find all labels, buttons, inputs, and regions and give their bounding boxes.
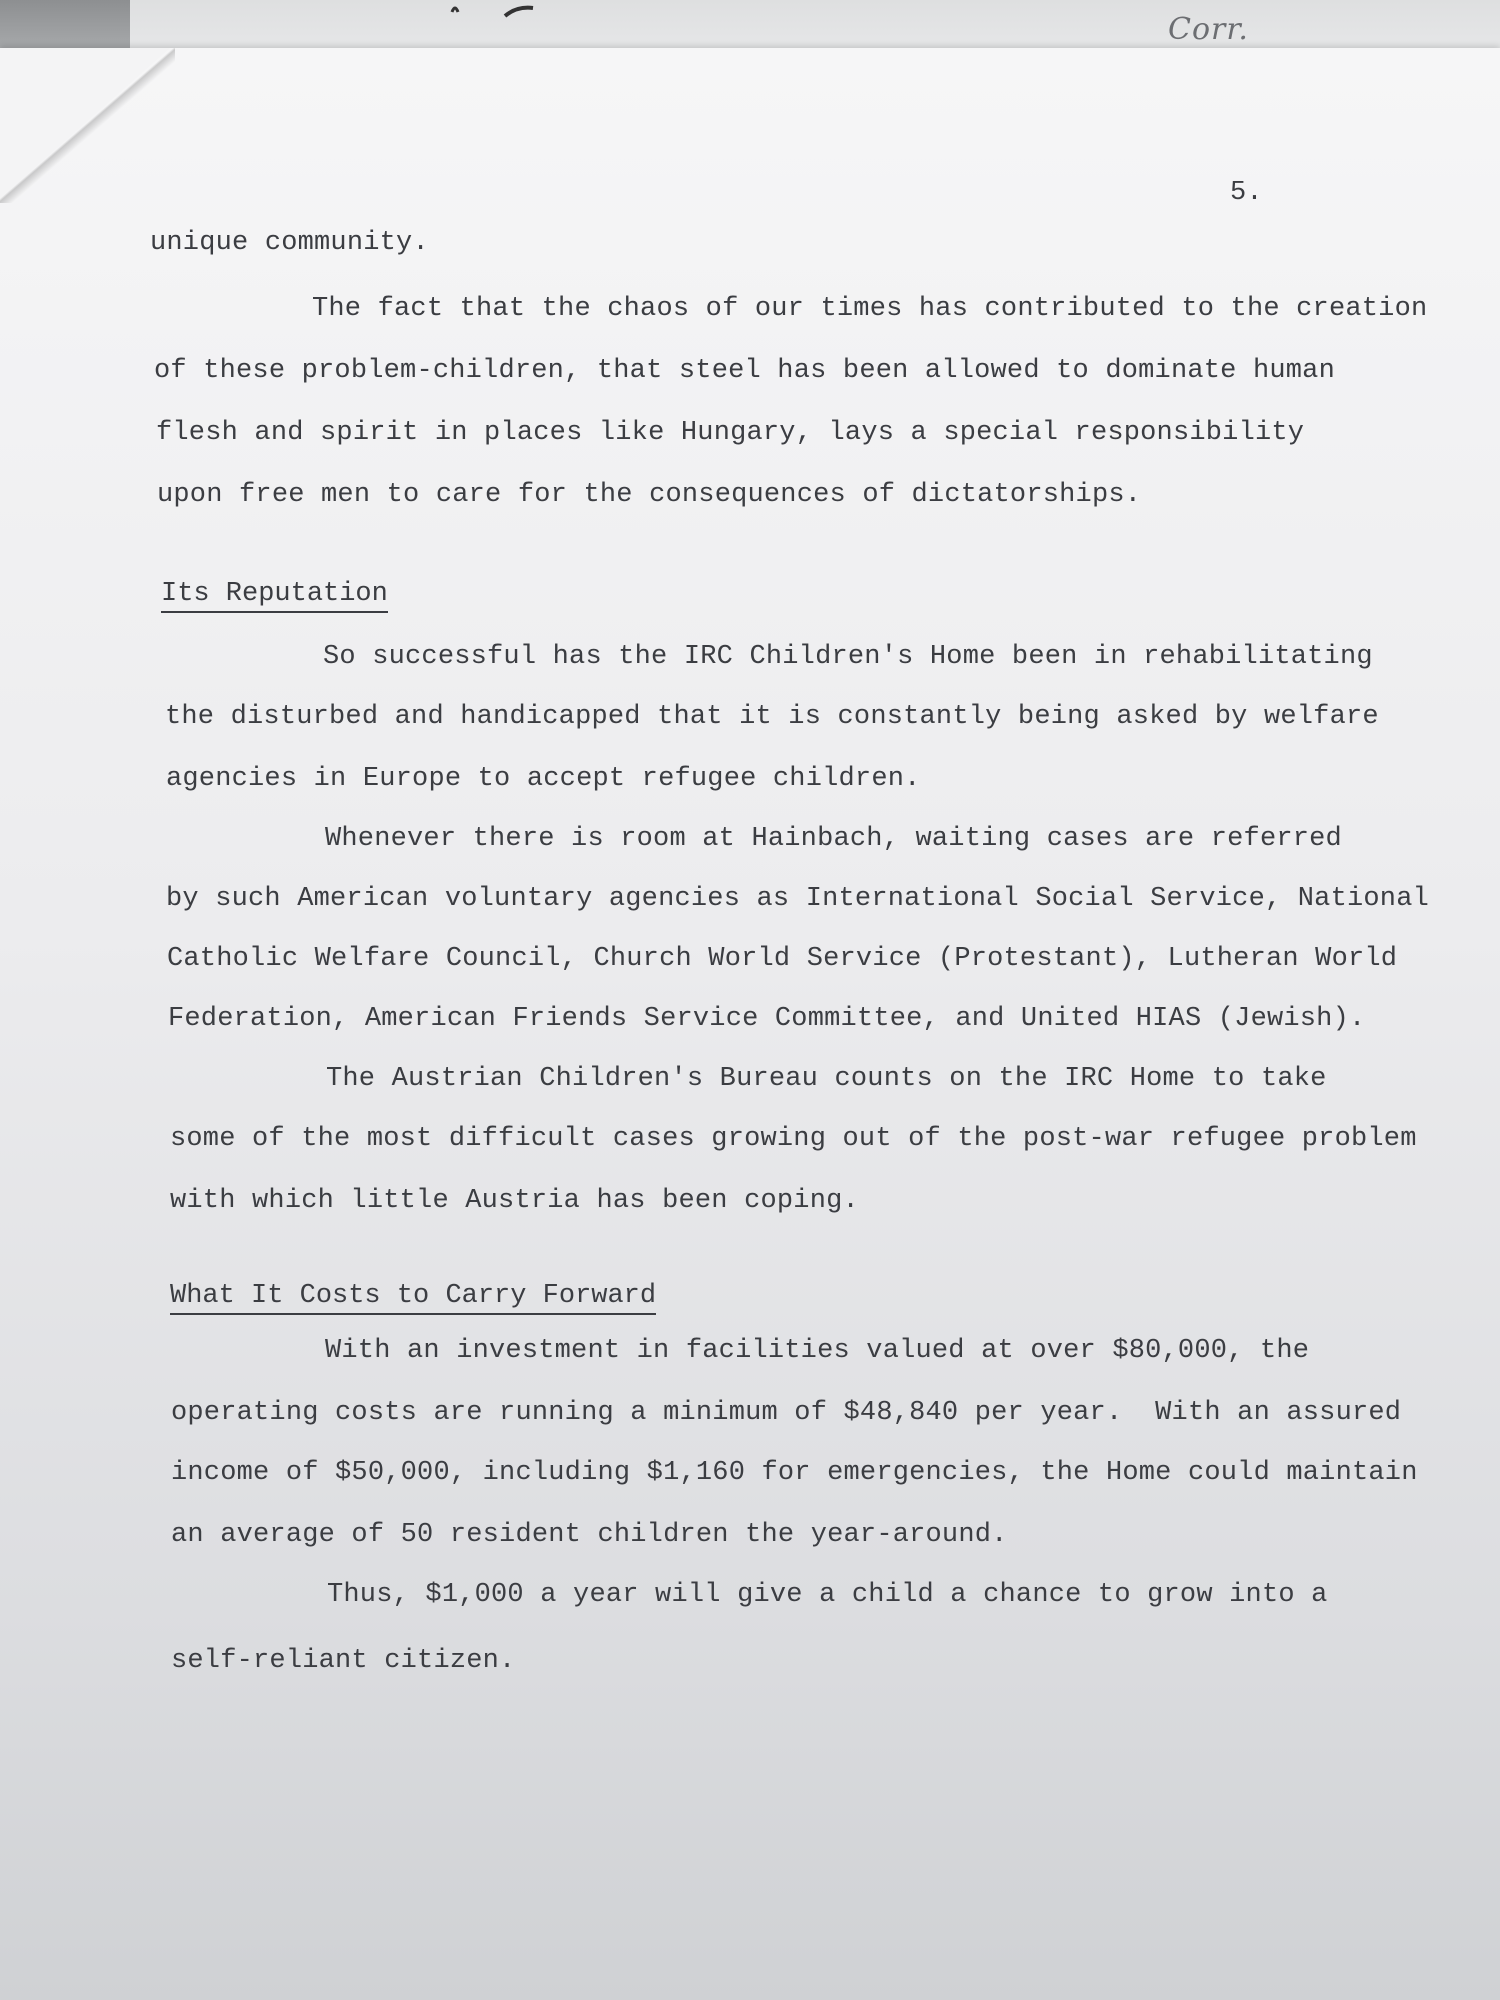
paragraph-line: by such American voluntary agencies as International Social Service, National — [166, 884, 1430, 914]
page-number: 5. — [1230, 178, 1263, 208]
paragraph-line: some of the most difficult cases growing out of the post-war refugee problem — [170, 1124, 1417, 1154]
section-heading: What It Costs to Carry Forward — [170, 1281, 656, 1315]
paragraph-line: self-reliant citizen. — [171, 1646, 516, 1676]
paragraph-line: Thus, $1,000 a year will give a child a chance to grow into a — [327, 1580, 1328, 1610]
paragraph-line: with which little Austria has been coping. — [170, 1186, 859, 1216]
back-sheet-marks — [450, 2, 570, 22]
paragraph-line: Federation, American Friends Service Committee, and United HIAS (Jewish). — [168, 1004, 1366, 1034]
margin-note: Corr. — [1168, 12, 1249, 47]
paragraph-line: The Austrian Children's Bureau counts on the IRC Home to take — [326, 1064, 1327, 1094]
paragraph-line: an average of 50 resident children the year-around. — [171, 1520, 1008, 1550]
paragraph-line: income of $50,000, including $1,160 for emergencies, the Home could maintain — [171, 1458, 1418, 1488]
paragraph-line: unique community. — [150, 228, 429, 258]
paragraph-line: So successful has the IRC Children's Home been in rehabilitating — [323, 642, 1373, 672]
paragraph-line: upon free men to care for the consequences of dictatorships. — [157, 480, 1142, 510]
section-heading: Its Reputation — [161, 579, 388, 613]
paragraph-line: agencies in Europe to accept refugee children. — [166, 764, 921, 794]
folded-corner — [0, 48, 170, 198]
paragraph-line: flesh and spirit in places like Hungary, lays a special responsibility — [156, 418, 1305, 448]
paragraph-line: the disturbed and handicapped that it is constantly being asked by welfare — [165, 702, 1379, 732]
paragraph-line: operating costs are running a minimum of $48,840 per year. With an assured — [171, 1398, 1402, 1428]
paragraph-line: of these problem-children, that steel has been allowed to dominate human — [154, 356, 1335, 386]
paragraph-line: Catholic Welfare Council, Church World Service (Protestant), Lutheran World — [167, 944, 1398, 974]
paragraph-line: With an investment in facilities valued at over $80,000, the — [325, 1336, 1310, 1366]
paragraph-line: The fact that the chaos of our times has contributed to the creation — [312, 294, 1428, 324]
paragraph-line: Whenever there is room at Hainbach, waiting cases are referred — [325, 824, 1342, 854]
